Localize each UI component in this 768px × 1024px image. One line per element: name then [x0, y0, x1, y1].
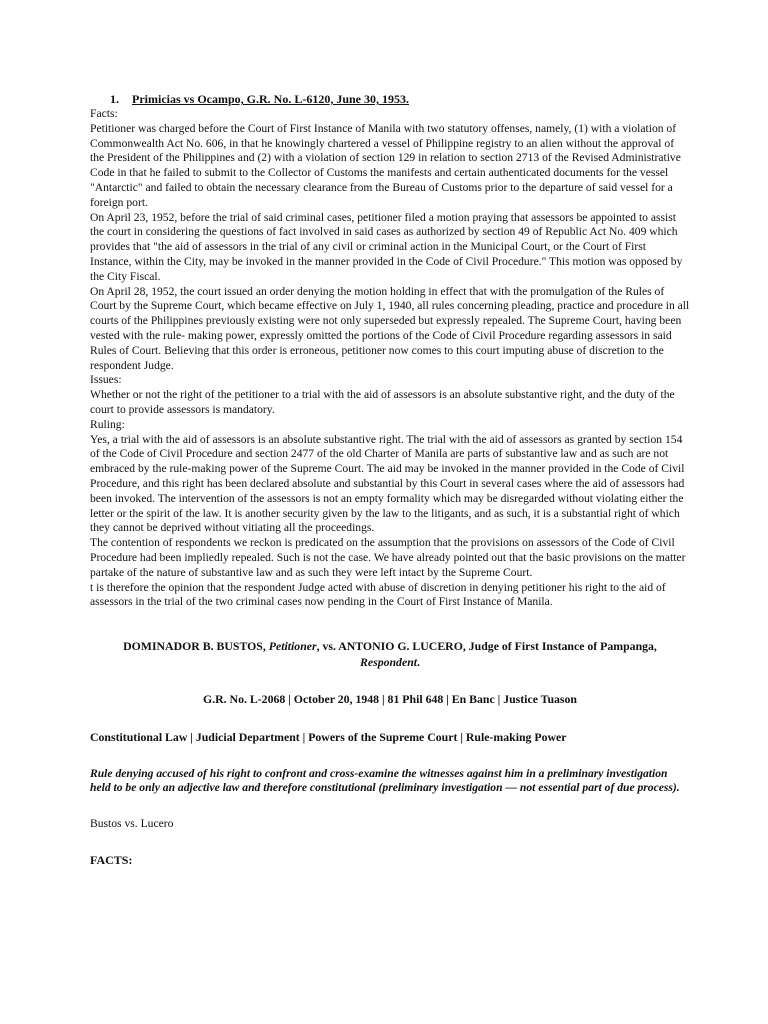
case2-facts-label: FACTS: — [90, 852, 133, 867]
issues-label: Issues: — [90, 373, 122, 387]
facts-paragraph-3: On April 28, 1952, the court issued an order denying the motion holding in effect that with the promulgation of the Rules of Court by the Supreme Court, which became effective on July 1, 1940, all rules concerning pleading, practice and procedure in all courts of the Philippines previously existing were not only superseded but expressly repealed. The Supreme Court, having been vested with the rule- making power, expressly omitted the portions of the Code of Civil Procedure regarding assessors in said Rules of Court. Believing that this order is erroneous, petitioner now comes to this court imputing abuse of discretion to the respondent Judge. — [90, 284, 690, 372]
case2-title — [110, 638, 670, 670]
case2-topics: Constitutional Law | Judicial Department | Powers of the Supreme Court | Rule-making Power — [90, 729, 567, 744]
case2-short-title: Bustos vs. Lucero — [90, 816, 174, 830]
ruling-paragraph-2: The contention of respondents we reckon is predicated on the assumption that the provisions on assessors of the Code of Civil Procedure had been impliedly repealed. Such is not the case. We have already pointed out that the basic provisions on the matter partake of the nature of substantive law and as such they were left intact by the Supreme Court. — [90, 536, 686, 579]
case1-heading — [110, 92, 690, 107]
case2-title-respondent: Respondent — [360, 655, 418, 670]
case2-title-part1: DOMINADOR B. BUSTOS, — [123, 639, 269, 654]
case2-title-part3: . — [417, 655, 420, 670]
ruling-label: Ruling: — [90, 417, 125, 431]
ruling-paragraph-3: t is therefore the opinion that the respondent Judge acted with abuse of discretion in denying petitioner his right to the aid of assessors in the trial of the two criminal cases now pending in the Court of First Instance of Manila. — [90, 580, 666, 609]
case2-citation: G.R. No. L-2068 | October 20, 1948 | 81 Phil 648 | En Banc | Justice Tuason — [203, 692, 577, 707]
facts-label: Facts: — [90, 107, 118, 120]
ruling-paragraph-1: Yes, a trial with the aid of assessors is an absolute substantive right. The trial with the aid of assessors as granted by section 154 of the Code of Civil Procedure and section 2477 of the old Charter of Manila are parts of substantive law and as such are not embraced by the rule-making power of the Supreme Court. The aid may be invoked in the manner provided in the Code of Civil Procedure, and this right has been declared absolute and substantial by this Court in several cases where the aid of assessors had been invoked. The intervention of the assessors is not an empty formality which may be disregarded without violating either the letter or the spirit of the law. It is another security given by the law to the litigants, and as such, it is a substantial right of which they cannot be deprived without vitiating all the proceedings. — [90, 432, 685, 535]
issues-paragraph: Whether or not the right of the petitioner to a trial with the aid of assessors is an absolute substantive right, and the duty of the court to provide assessors is mandatory. — [90, 388, 675, 416]
case2-doctrine: Rule denying accused of his right to confront and cross-examine the witnesses against him in a preliminary investigation held to be only an adjective law and therefore constitutional (preliminary investigation — not essential part of due process). — [90, 766, 680, 795]
case1-number: 1. — [110, 92, 119, 106]
case2-title-petitioner: Petitioner — [268, 639, 317, 654]
case2-section — [90, 638, 690, 867]
facts-paragraph-1: Petitioner was charged before the Court of First Instance of Manila with two statutory offenses, namely, (1) with a violation of Commonwealth Act No. 606, in that he knowingly chartered a vessel of Philippine registry to an alien without the approval of the President of the Philippines and (2) with a violation of section 129 in relation to section 2713 of the Revised Administrative Code in that he failed to submit to the Collector of Customs the manifests and certain authenticated documents for the vessel "Antarctic" and failed to obtain the necessary clearance from the Bureau of Customs prior to the departure of said vessel for a foreign port. — [90, 121, 681, 209]
case1-title: Primicias vs Ocampo, G.R. No. L-6120, June 30, 1953. — [132, 92, 409, 106]
facts-paragraph-2: On April 23, 1952, before the trial of said criminal cases, petitioner filed a motion praying that assessors be appointed to assist the court in considering the questions of fact involved in said cases as authorized by section 49 of Republic Act No. 409 which provides that "the aid of assessors in the trial of any civil or criminal action in the Municipal Court, or the Court of First Instance, within the City, may be invoked in the manner provided in the Code of Civil Procedure." This motion was opposed by the City Fiscal. — [90, 210, 683, 283]
case2-title-part2: , vs. ANTONIO G. LUCERO, Judge of First Instance of Pampanga, — [316, 639, 657, 654]
